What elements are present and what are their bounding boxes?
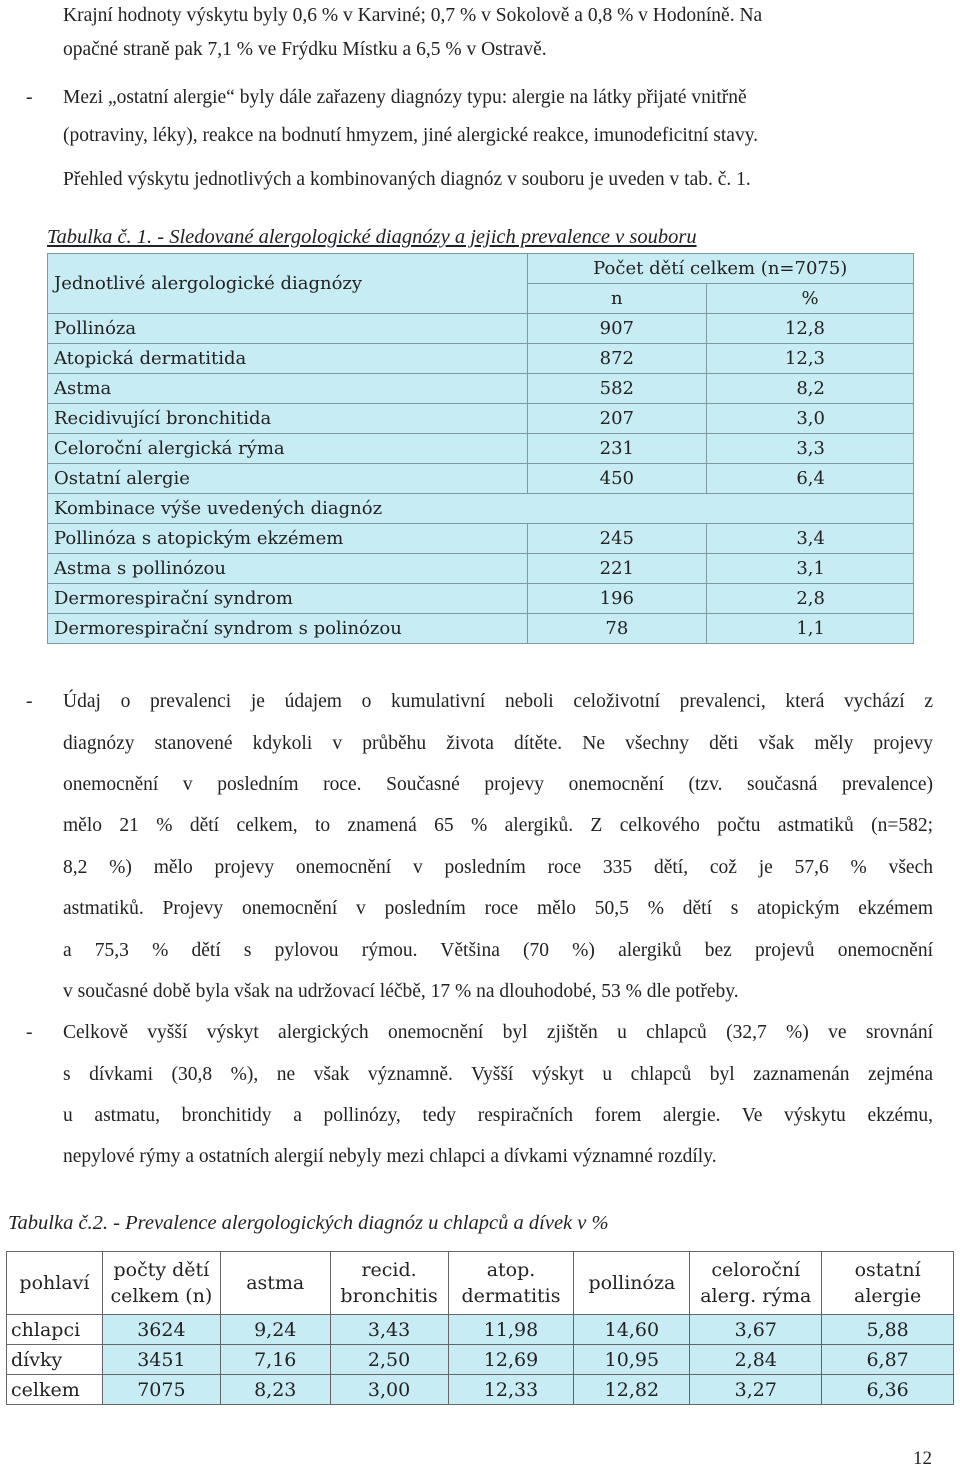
table-cell: 7,16 [220, 1345, 330, 1375]
table-header-label: Jednotlivé alergologické diagnózy [48, 254, 528, 314]
table-caption: Tabulka č. 1. - Sledované alergologické diagnózy a jejich prevalence v souboru [47, 226, 697, 248]
row-label: dívky [7, 1345, 103, 1375]
table-cell: 12,82 [574, 1375, 690, 1405]
table-cell: 2,84 [690, 1345, 822, 1375]
table-caption: Tabulka č.2. - Prevalence alergologických diagnóz u chlapců a dívek v % [8, 1212, 609, 1234]
paragraph-line: Přehled výskytu jednotlivých a kombinovaných diagnóz v souboru je uveden v tab. č. 1. [63, 169, 751, 190]
row-n: 582 [527, 374, 707, 404]
table-row [48, 404, 914, 434]
row-n: 907 [527, 314, 707, 344]
column-header: recid. bronchitis [330, 1252, 448, 1315]
column-header: počty dětí celkem (n) [102, 1252, 220, 1315]
row-pct: 2,8 [707, 584, 914, 614]
table-row [7, 1345, 954, 1375]
paragraph-line: opačné straně pak 7,1 % ve Frýdku Místku a 6,5 % v Ostravě. [63, 39, 547, 60]
row-n: 207 [527, 404, 707, 434]
table-header-group: Počet dětí celkem (n=7075) [527, 254, 914, 284]
section-label: Kombinace výše uvedených diagnóz [48, 494, 914, 524]
paragraph-line: v současné době byla však na udržovací léčbě, 17 % na dlouhodobé, 53 % dle potřeby. [63, 981, 739, 1002]
row-n: 872 [527, 344, 707, 374]
table-row [48, 314, 914, 344]
row-pct: 3,3 [707, 434, 914, 464]
row-n: 196 [527, 584, 707, 614]
row-pct: 1,1 [707, 614, 914, 644]
paragraph-line: mělo 21 % dětí celkem, to znamená 65 % alergiků. Z celkového počtu astmatiků (n=582; [63, 815, 933, 836]
row-label: Dermorespirační syndrom s polinózou [48, 614, 528, 644]
page-number: 12 [913, 1448, 932, 1469]
bullet-dash: - [26, 87, 33, 108]
row-label: celkem [7, 1375, 103, 1405]
row-label: Ostatní alergie [48, 464, 528, 494]
column-header: pohlaví [7, 1252, 103, 1315]
table-cell: 3,43 [330, 1315, 448, 1345]
row-label: Celoroční alergická rýma [48, 434, 528, 464]
column-header: atop. dermatitis [448, 1252, 574, 1315]
row-label: Pollinóza s atopickým ekzémem [48, 524, 528, 554]
table-cell: 2,50 [330, 1345, 448, 1375]
table-cell: 3451 [102, 1345, 220, 1375]
table-cell: 11,98 [448, 1315, 574, 1345]
row-label: Astma [48, 374, 528, 404]
row-pct: 6,4 [707, 464, 914, 494]
diagnoses-table [47, 253, 914, 644]
bullet-dash: - [26, 691, 33, 712]
table-cell: 6,36 [822, 1375, 954, 1405]
table-cell: 3,27 [690, 1375, 822, 1405]
table-header-row [7, 1252, 954, 1315]
table-cell: 8,23 [220, 1375, 330, 1405]
table-row [48, 344, 914, 374]
table-row [48, 554, 914, 584]
paragraph-line: a 75,3 % dětí s pylovou rýmou. Většina (70 %) alergiků bez projevů onemocnění [63, 940, 933, 961]
paragraph-line: Krajní hodnoty výskytu byly 0,6 % v Karviné; 0,7 % v Sokolově a 0,8 % v Hodoníně. Na [63, 5, 763, 26]
paragraph-line: Mezi „ostatní alergie“ byly dále zařazeny diagnózy typu: alergie na látky přijaté vnitřně [63, 87, 747, 108]
table-cell: 3,00 [330, 1375, 448, 1405]
table-cell: 14,60 [574, 1315, 690, 1345]
row-pct: 12,3 [707, 344, 914, 374]
paragraph-line: s dívkami (30,8 %), ne však významně. Vyšší výskyt u chlapců byl zaznamenán zejména [63, 1064, 933, 1085]
table-cell: 12,33 [448, 1375, 574, 1405]
table-cell: 12,69 [448, 1345, 574, 1375]
table-cell: 3624 [102, 1315, 220, 1345]
table-cell: 5,88 [822, 1315, 954, 1345]
table-row [7, 1375, 954, 1405]
row-n: 245 [527, 524, 707, 554]
table-row [48, 524, 914, 554]
column-header: ostatní alergie [822, 1252, 954, 1315]
row-pct: 12,8 [707, 314, 914, 344]
bullet-dash: - [26, 1022, 33, 1043]
row-label: Pollinóza [48, 314, 528, 344]
table-section-row [48, 494, 914, 524]
paragraph-line: u astmatu, bronchitidy a pollinózy, tedy respiračních forem alergie. Ve výskytu ekzému, [63, 1105, 933, 1126]
paragraph-line: onemocnění v posledním roce. Současné projevy onemocnění (tzv. současná prevalence) [63, 774, 933, 795]
row-pct: 3,1 [707, 554, 914, 584]
table-row [7, 1315, 954, 1345]
table-row [48, 374, 914, 404]
table-cell: 9,24 [220, 1315, 330, 1345]
row-pct: 8,2 [707, 374, 914, 404]
row-pct: 3,4 [707, 524, 914, 554]
column-header: astma [220, 1252, 330, 1315]
table-cell: 6,87 [822, 1345, 954, 1375]
table-cell: 10,95 [574, 1345, 690, 1375]
row-label: Atopická dermatitida [48, 344, 528, 374]
column-header: pollinóza [574, 1252, 690, 1315]
table-cell: 7075 [102, 1375, 220, 1405]
table-cell: 3,67 [690, 1315, 822, 1345]
row-label: Recidivující bronchitida [48, 404, 528, 434]
paragraph-line: (potraviny, léky), reakce na bodnutí hmyzem, jiné alergické reakce, imunodeficitní stavy. [63, 125, 759, 146]
row-label: chlapci [7, 1315, 103, 1345]
column-header: celoroční alerg. rýma [690, 1252, 822, 1315]
row-pct: 3,0 [707, 404, 914, 434]
table-row [48, 614, 914, 644]
paragraph-line: 8,2 %) mělo projevy onemocnění v posledním roce 335 dětí, což je 57,6 % všech [63, 857, 933, 878]
table-row [48, 464, 914, 494]
paragraph-line: Celkově vyšší výskyt alergických onemocnění byl zjištěn u chlapců (32,7 %) ve srovnání [63, 1022, 933, 1043]
row-n: 78 [527, 614, 707, 644]
table-header-pct: % [707, 284, 914, 314]
paragraph-line: astmatiků. Projevy onemocnění v posledním roce mělo 50,5 % dětí s atopickým ekzémem [63, 898, 933, 919]
row-n: 231 [527, 434, 707, 464]
gender-prevalence-table [6, 1251, 954, 1405]
paragraph-line: nepylové rýmy a ostatních alergií nebyly mezi chlapci a dívkami významné rozdíly. [63, 1146, 717, 1167]
row-label: Dermorespirační syndrom [48, 584, 528, 614]
paragraph-line: Údaj o prevalenci je údajem o kumulativní neboli celoživotní prevalenci, která vychází z [63, 691, 933, 712]
row-n: 450 [527, 464, 707, 494]
paragraph-line: diagnózy stanovené kdykoli v průběhu života dítěte. Ne všechny děti však měly projevy [63, 733, 933, 754]
row-n: 221 [527, 554, 707, 584]
table-row [48, 434, 914, 464]
table-row [48, 584, 914, 614]
row-label: Astma s pollinózou [48, 554, 528, 584]
table-header-n: n [527, 284, 707, 314]
